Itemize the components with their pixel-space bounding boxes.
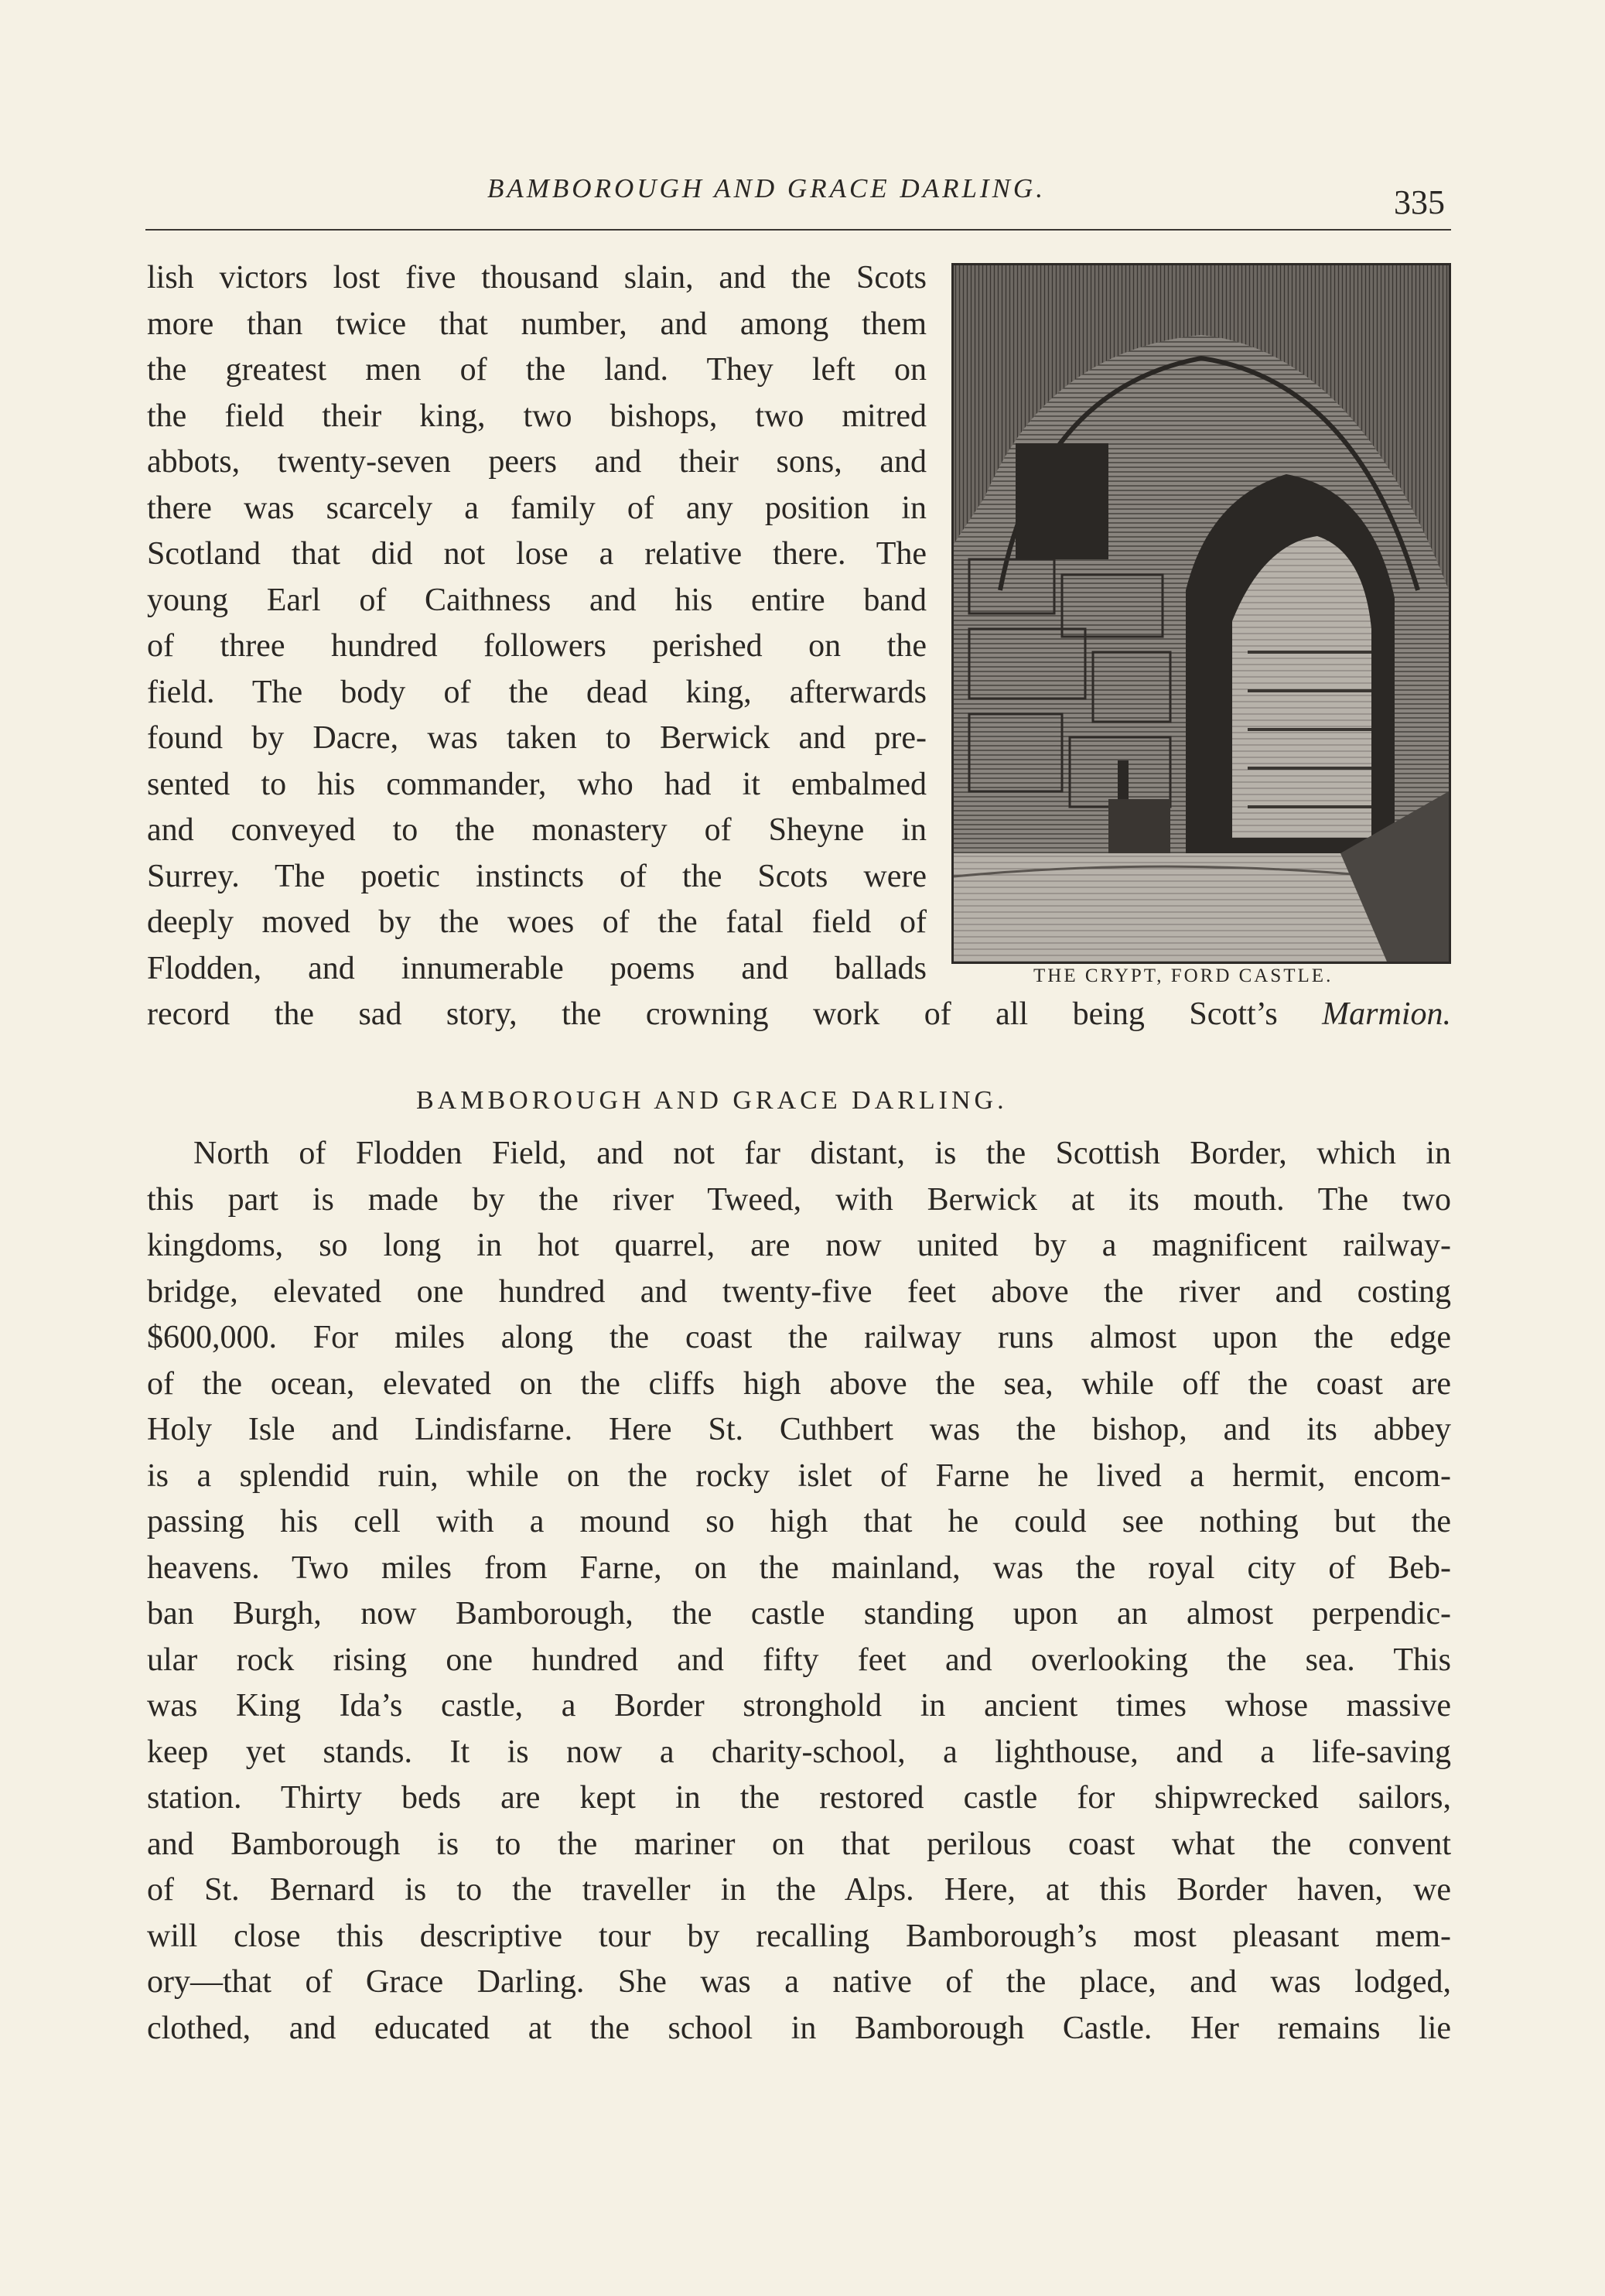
text-line: Holy Isle and Lindisfarne. Here St. Cuthbert was the bishop, and its abbey [147, 1412, 1451, 1447]
final-line-text: record the sad story, the crowning work of all being Scott’s [147, 996, 1278, 1032]
text-line: of three hundred followers perished on the [147, 628, 927, 664]
text-line: more than twice that number, and among them [147, 306, 927, 342]
page-number: 335 [1394, 183, 1445, 221]
text-line: and Bamborough is to the mariner on that perilous coast what the convent [147, 1826, 1451, 1862]
text-line: station. Thirty beds are kept in the restored castle for shipwrecked sailors, [147, 1780, 1451, 1816]
text-line: lish victors lost five thousand slain, and the Scots [147, 260, 927, 296]
section-heading: BAMBOROUGH AND GRACE DARLING. [416, 1086, 1008, 1115]
running-title: BAMBOROUGH AND GRACE DARLING. [487, 173, 1046, 203]
text-line: found by Dacre, was taken to Berwick and pre- [147, 720, 927, 756]
text-line: the greatest men of the land. They left on [147, 352, 927, 388]
text-line: deeply moved by the woes of the fatal field of [147, 904, 927, 940]
text-line: there was scarcely a family of any position in [147, 490, 927, 526]
text-line: heavens. Two miles from Farne, on the mainland, was the royal city of Beb- [147, 1549, 1451, 1586]
engraving-crypt-arch-icon [954, 265, 1449, 962]
book-title-italic: Marmion. [1322, 996, 1451, 1032]
text-line: the field their king, two bishops, two mitred [147, 398, 927, 434]
text-line: was King Ida’s castle, a Border stronghold in ancient times whose massive [147, 1688, 1451, 1724]
text-line: of the ocean, elevated on the cliffs high above the sea, while off the coast are [147, 1365, 1451, 1402]
text-line: North of Flodden Field, and not far distant, is the Scottish Border, which in [193, 1136, 1451, 1171]
text-line [147, 992, 1451, 1038]
text-line: field. The body of the dead king, afterwards [147, 674, 927, 710]
text-line: sented to his commander, who had it embalmed [147, 766, 927, 802]
text-line: kingdoms, so long in hot quarrel, are now united by a magnificent railway- [147, 1228, 1451, 1263]
text-line: passing his cell with a mound so high that he could see nothing but the [147, 1504, 1451, 1539]
text-line: of St. Bernard is to the traveller in the Alps. Here, at this Border haven, we [147, 1872, 1451, 1908]
header-rule [145, 229, 1451, 231]
text-line: Scotland that did not lose a relative there. The [147, 536, 927, 572]
text-line: and conveyed to the monastery of Sheyne in [147, 812, 927, 848]
text-line: Flodden, and innumerable poems and ballads [147, 950, 927, 986]
text-line: keep yet stands. It is now a charity-school, a lighthouse, and a life-saving [147, 1734, 1451, 1770]
text-line: this part is made by the river Tweed, with Berwick at its mouth. The two [147, 1181, 1451, 1218]
text-line: young Earl of Caithness and his entire band [147, 582, 927, 618]
text-line: Surrey. The poetic instincts of the Scots were [147, 858, 927, 894]
text-line: abbots, twenty-seven peers and their sons, and [147, 444, 927, 480]
text-line: ory—that of Grace Darling. She was a native of the place, and was lodged, [147, 1964, 1451, 2000]
figure-caption: THE CRYPT, FORD CASTLE. [1033, 965, 1334, 986]
text-line: ular rock rising one hundred and fifty feet and overlooking the sea. This [147, 1642, 1451, 1678]
text-line: will close this descriptive tour by recalling Bamborough’s most pleasant mem- [147, 1918, 1451, 1954]
crypt-engraving [951, 263, 1451, 964]
text-line: $600,000. For miles along the coast the railway runs almost upon the edge [147, 1320, 1451, 1355]
text-line: ban Burgh, now Bamborough, the castle standing upon an almost perpendic- [147, 1596, 1451, 1631]
text-line: is a splendid ruin, while on the rocky islet of Farne he lived a hermit, encom- [147, 1457, 1451, 1494]
text-line: bridge, elevated one hundred and twenty-five feet above the river and costing [147, 1273, 1451, 1310]
text-line: clothed, and educated at the school in Bamborough Castle. Her remains lie [147, 2010, 1451, 2046]
